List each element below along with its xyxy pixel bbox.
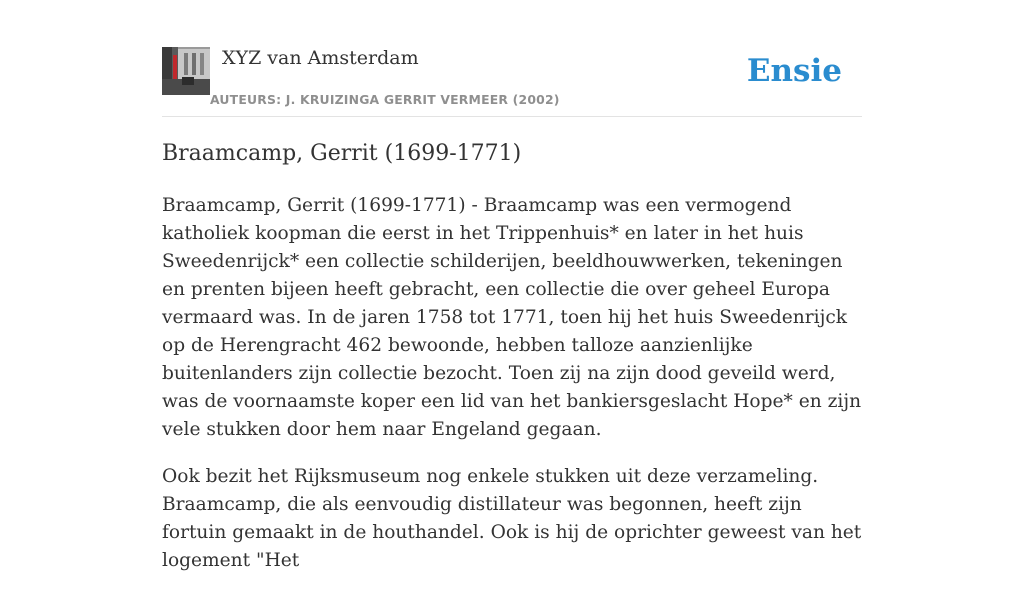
book-cover-image <box>162 47 210 95</box>
article-title: Braamcamp, Gerrit (1699-1771) <box>162 141 522 166</box>
ensie-logo[interactable]: Ensie <box>746 53 842 89</box>
book-title[interactable]: XYZ van Amsterdam <box>222 47 419 69</box>
article-paragraph: Braamcamp, Gerrit (1699-1771) - Braamcamp was een vermogend katholiek koopman die eerst in het Trippenhuis* en later in het huis Sweedenrijck* een collectie schilderijen, beeldhouwwerken, tekeningen en prenten bijeen heeft gebracht, een collectie die over geheel Europa vermaard was. In de jaren 1758 tot 1771, toen hij het huis Sweedenrijck op de Herengracht 462 bewoonde, hebben talloze aanzienlijke buitenlanders zijn collectie bezocht. Toen zij na zijn dood geveild werd, was de voornaamste koper een lid van het bankiersgeslacht Hope* en zijn vele stukken door hem naar Engeland gegaan. <box>162 195 862 440</box>
book-header <box>162 46 862 117</box>
book-authors: AUTEURS: J. KRUIZINGA GERRIT VERMEER (2002) <box>210 92 560 107</box>
book-cover-avatar[interactable] <box>162 47 210 95</box>
article-paragraph: Ook bezit het Rijksmuseum nog enkele stukken uit deze verzameling. Braamcamp, die als eenvoudig distillateur was begonnen, heeft zijn fortuin gemaakt in de houthandel. Ook is hij de oprichter geweest van het logement "Het <box>162 466 862 571</box>
article-body <box>162 192 862 594</box>
